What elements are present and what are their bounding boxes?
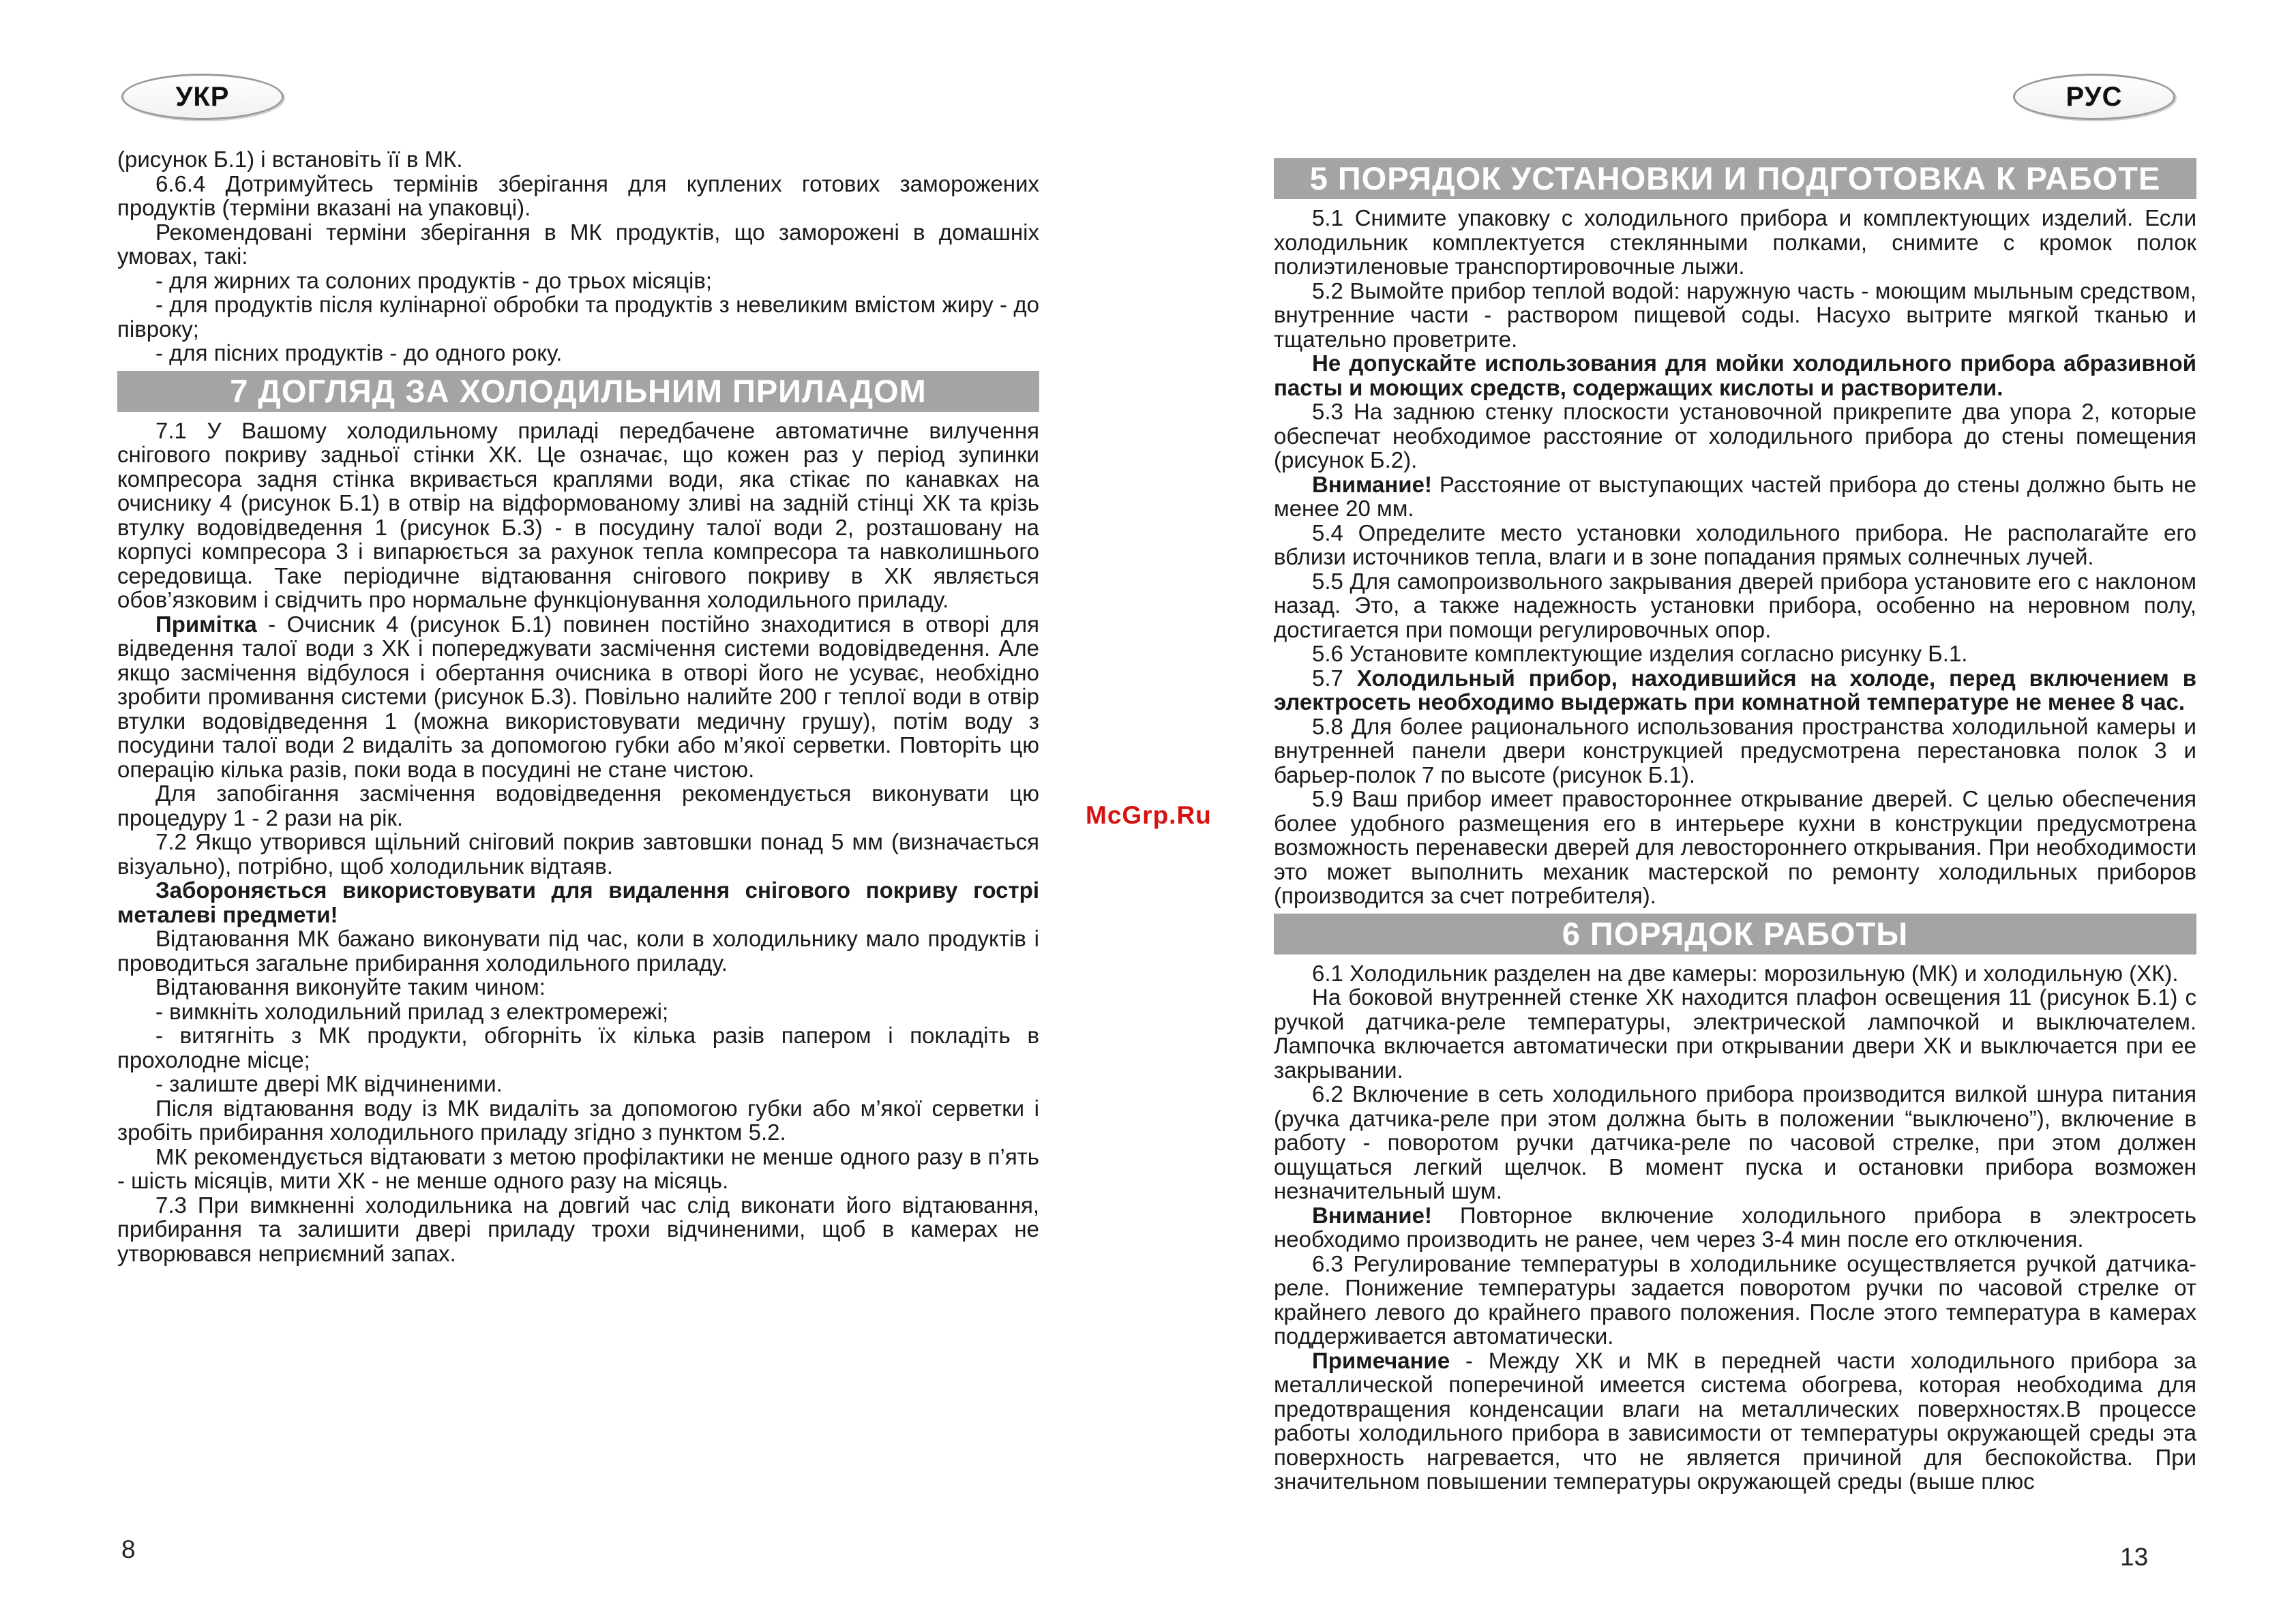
right-page: [1150, 0, 2296, 1622]
warning-text: Не допускайте использования для мойки холодильного прибора абразивной пасты и моющих средств, содержащих кислоты и растворители.: [1274, 350, 2196, 400]
list-item: - витягніть з МК продукти, обгорніть їх кілька разів папером і покладіть в прохолодне місце;: [117, 1023, 1039, 1072]
paragraph: Рекомендовані терміни зберігання в МК продуктів, що заморожені в домашніх умовах, такі:: [117, 219, 1039, 269]
paragraph: 7.2 Якщо утворився щільний сніговий покрив завтовшки понад 5 мм (визначається візуально), потрібно, щоб холодильник відтаяв.: [117, 829, 1039, 879]
language-badge-ukr: УКР: [121, 74, 284, 120]
note-paragraph: [117, 612, 1039, 782]
paragraph: 5.8 Для более рационального использования пространства холодильной камеры и внутренней панели двери конструкцией предусмотрена перестановка полок 3 и барьер-полок 7 по высоте (рисунок Б.1).: [1274, 713, 2196, 787]
paragraph: Після відтаювання воду із МК видаліть за допомогою губки або м’якої серветки і зробіть прибирання холодильного приладу згідно з пунктом 5.2.: [117, 1095, 1039, 1145]
paragraph: 7.3 При вимкненні холодильника на довгий час слід виконати його відтаювання, прибирання та залишити двері приладу трохи відчиненими, щоб в камерах не утворювався неприємний запах.: [117, 1192, 1039, 1266]
paragraph: 5.3 На заднюю стенку плоскости установочной прикрепите два упора 2, которые обеспечат необходимое расстояние от холодильного прибора до стены помещения (рисунок Б.2).: [1274, 399, 2196, 472]
page-number: 13: [2120, 1543, 2149, 1571]
attention-paragraph: [1274, 1203, 2196, 1252]
paragraph: 6.6.4 Дотримуйтесь термінів зберігання для куплених готових заморожених продуктів (терміни вказані на упаковці).: [117, 170, 1039, 220]
attention-text: Повторное включение холодильного прибора в электросеть необходимо производить не ранее, чем через 3-4 мин после его отключения.: [1274, 1202, 2196, 1252]
paragraph: 5.6 Установите комплектующие изделия согласно рисунку Б.1.: [1312, 641, 1968, 666]
paragraph: 7.1 У Вашому холодильному приладі передбачене автоматичне вилучення снігового покриву задньої стінки ХК. Це означає, що кожен раз у період зупинки компресора задня стінка вкривається краплями води, яка стікає по канавках на очиснику 4 (рисунок Б.1) в отвір на відформованому зливі на задній стінці ХК та крізь втулку водовідведення 1 (рисунок Б.3) - в посудину талої води 2, розташовану на корпусі компресора 3 і випарюється за рахунок тепла компресора та навколишнього середовища. Таке періодичне відтаювання снігового покриву в ХК являється обов’язковим і свідчить про нормальне функціонування холодильного приладу.: [117, 417, 1039, 612]
list-item: - вимкніть холодильний прилад з електромережі;: [155, 998, 669, 1024]
warning-text: Забороняється використовувати для видалення снігового покриву гострі металеві предмети!: [117, 877, 1039, 927]
paragraph: 5.1 Снимите упаковку с холодильного прибора и комплектующих изделий. Если холодильник комплектуется стеклянными полками, снимите с кромок полок полиэтиленовые транспортировочные лыжи.: [1274, 205, 2196, 279]
list-item: - для пісних продуктів - до одного року.: [155, 340, 563, 365]
watermark: McGrp.Ru: [1086, 801, 1212, 829]
paragraph: 6.3 Регулирование температуры в холодильнике осуществляется ручкой датчика-реле. Понижение температуры задается поворотом ручки по часовой стрелке от крайнего левого до крайнего правого положения. После этого температура в камерах поддерживается автоматически.: [1274, 1250, 2196, 1349]
note-text: - Между ХК и МК в передней части холодильного прибора за металлической поперечиной имеется система обогрева, которая необходима для предотвращения конденсации влаги на металлических поверхностях.В процессе работы холодильного прибора в зависимости от температуры окружающей среды эта поверхность нагревается, что не является причиной для беспокойства. При значительном повышении температуры окружающей среды (выше плюс: [1274, 1347, 2196, 1494]
attention-label: Внимание!: [1312, 1202, 1432, 1228]
left-text-column: [117, 147, 1039, 1265]
attention-label: Внимание!: [1312, 471, 1432, 497]
section-heading-7: 7 ДОГЛЯД ЗА ХОЛОДИЛЬНИМ ПРИЛАДОМ: [117, 371, 1039, 412]
warning-paragraph: [1274, 351, 2196, 400]
list-item: - для продуктів після кулінарної обробки та продуктів з невеликим вмістом жиру - до півроку;: [117, 292, 1039, 342]
paragraph: Для запобігання засмічення водовідведення рекомендується виконувати цю процедуру 1 - 2 рази на рік.: [117, 781, 1039, 830]
paragraph: 5.4 Определите место установки холодильного прибора. Не располагайте его вблизи источников тепла, влаги и в зоне попадания прямых солнечных лучей.: [1274, 520, 2196, 569]
paragraph: МК рекомендується відтаювати з метою профілактики не менше одного разу в п’ять - шість місяців, мити ХК - не менше одного разу на місяць.: [117, 1143, 1039, 1193]
bold-text: Холодильный прибор, находившийся на холоде, перед включением в электросеть необходимо выдержать при комнатной температуре не менее 8 час.: [1274, 665, 2197, 715]
item-number: 5.7: [1312, 665, 1357, 691]
warning-paragraph: [117, 878, 1039, 927]
paragraph: 5.9 Ваш прибор имеет правостороннее открывание дверей. С целью обеспечения более удобного размещения его в интерьере кухни в конструкции предусмотрена возможность перенавески дверей для левостороннего открывания. При необходимости это может выполнить механик мастерской по ремонту холодильных приборов (производится за счет потребителя).: [1274, 786, 2196, 908]
note-text: - Очисник 4 (рисунок Б.1) повинен постійно знаходитися в отворі для відведення талої води з ХК і попереджувати засмічення системи водовідведення. Але якщо засмічення відбулося і обертання очисника в отворі його не усуває, необхідно зробити промивання системи (рисунок Б.3). Повільно налийте 200 г теплої води в отвір втулки водовідведення 1 (можна використовувати медичну грушу), потім воду з посудини талої води 2 видаліть за допомогою губки або м’якої серветки. Повторіть цю операцію кілька разів, поки вода в посудині не стане чистою.: [117, 611, 1039, 782]
paragraph: 5.2 Вымойте прибор теплой водой: наружную часть - моющим мыльным средством, внутренние части - раствором пищевой соды. Насухо вытрите мягкой тканью и тщательно проветрите.: [1274, 277, 2196, 352]
list-item: - залиште двері МК відчиненими.: [155, 1071, 503, 1096]
section-heading-6: 6 ПОРЯДОК РАБОТЫ: [1274, 914, 2196, 955]
paragraph: Відтаювання МК бажано виконувати під час, коли в холодильнику мало продуктів і проводиться загальне прибирання холодильного приладу.: [117, 926, 1039, 976]
attention-paragraph: [1274, 472, 2196, 521]
note-label: Примечание: [1312, 1347, 1450, 1373]
paragraph: 5.5 Для самопроизвольного закрывания дверей прибора установите его с наклоном назад. Это, а также надежность установки прибора, особенно на неровном полу, достигается при помощи регулировочных опор.: [1274, 568, 2196, 642]
language-badge-rus: РУС: [2013, 74, 2175, 120]
paragraph: (рисунок Б.1) і встановіть її в МК.: [117, 147, 463, 172]
paragraph: 6.1 Холодильник разделен на две камеры: морозильную (МК) и холодильную (ХК).: [1312, 960, 2179, 986]
attention-text: Расстояние от выступающих частей прибора до стены должно быть не менее 20 мм.: [1274, 471, 2196, 521]
paragraph: [1274, 666, 2196, 715]
paragraph: На боковой внутренней стенке ХК находится плафон освещения 11 (рисунок Б.1) с ручкой датчика-реле температуры, электрической лампочкой и выключателем. Лампочка включается автоматически при открывании двери ХК и выключается при ее закрывании.: [1274, 985, 2196, 1083]
note-label: Примітка: [155, 611, 257, 637]
list-item: - для жирних та солоних продуктів - до трьох місяців;: [155, 267, 713, 293]
left-page: [0, 0, 1146, 1622]
paragraph: Відтаювання виконуйте таким чином:: [155, 974, 546, 1000]
paragraph: 6.2 Включение в сеть холодильного прибора производится вилкой шнура питания (ручка датчика-реле при этом должна быть в положении “выключено”), включение в работу - поворотом ручки датчика-реле по часовой стрелке, при этом должен ощущаться легкий щелчок. В момент пуска и остановки прибора возможен незначительный шум.: [1274, 1081, 2196, 1203]
note-paragraph: [1274, 1349, 2196, 1494]
right-text-column: [1274, 158, 2196, 1494]
section-heading-5: 5 ПОРЯДОК УСТАНОВКИ И ПОДГОТОВКА К РАБОТЕ: [1274, 158, 2196, 199]
page-number: 8: [121, 1535, 136, 1563]
